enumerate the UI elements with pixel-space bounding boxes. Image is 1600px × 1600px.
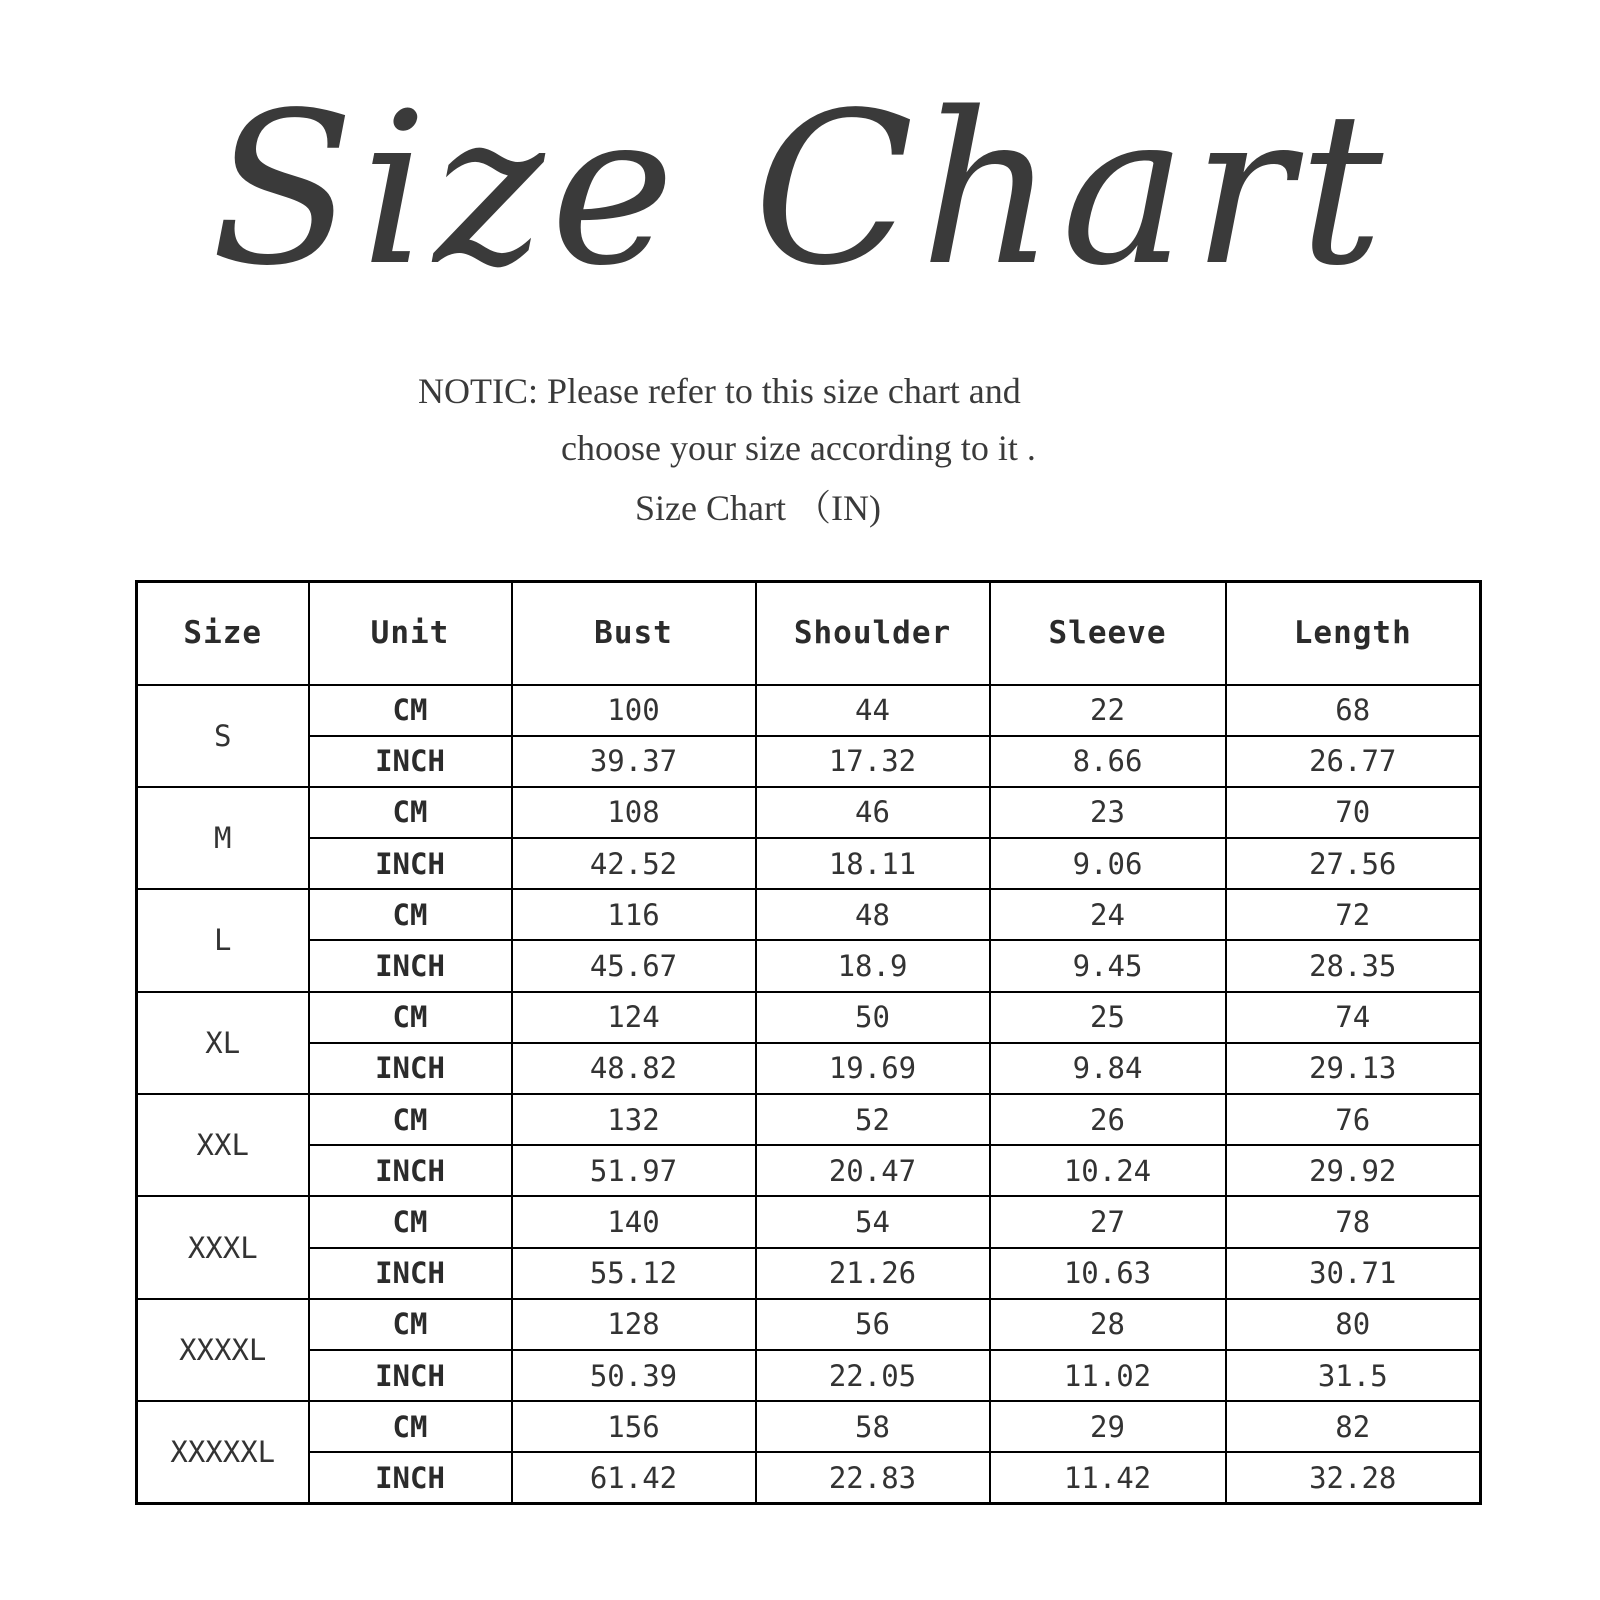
- shoulder-cell: 19.69: [756, 1043, 990, 1094]
- bust-cell: 39.37: [512, 736, 756, 787]
- header-bust: Bust: [512, 582, 756, 685]
- unit-cell: CM: [309, 1094, 512, 1145]
- sleeve-cell: 9.84: [990, 1043, 1226, 1094]
- bust-cell: 51.97: [512, 1145, 756, 1196]
- length-cell: 26.77: [1226, 736, 1481, 787]
- unit-cell: CM: [309, 1401, 512, 1452]
- unit-cell: CM: [309, 992, 512, 1043]
- shoulder-cell: 46: [756, 787, 990, 838]
- shoulder-cell: 52: [756, 1094, 990, 1145]
- table-header-row: [137, 582, 1481, 685]
- header-length: Length: [1226, 582, 1481, 685]
- size-label-cell: XXXXXL: [137, 1401, 309, 1503]
- sleeve-cell: 9.45: [990, 940, 1226, 991]
- sleeve-cell: 23: [990, 787, 1226, 838]
- header-unit: Unit: [309, 582, 512, 685]
- shoulder-cell: 48: [756, 889, 990, 940]
- shoulder-cell: 56: [756, 1299, 990, 1350]
- table-row: [137, 736, 1481, 787]
- size-label-cell: S: [137, 685, 309, 787]
- size-table: [135, 580, 1482, 1505]
- sleeve-cell: 11.02: [990, 1350, 1226, 1401]
- size-label-cell: XXXXL: [137, 1299, 309, 1401]
- bust-cell: 55.12: [512, 1248, 756, 1299]
- shoulder-cell: 21.26: [756, 1248, 990, 1299]
- bust-cell: 124: [512, 992, 756, 1043]
- sleeve-cell: 22: [990, 685, 1226, 736]
- unit-cell: CM: [309, 889, 512, 940]
- table-row: [137, 889, 1481, 940]
- table-row: [137, 838, 1481, 889]
- sleeve-cell: 26: [990, 1094, 1226, 1145]
- bust-cell: 132: [512, 1094, 756, 1145]
- length-cell: 78: [1226, 1196, 1481, 1247]
- bust-cell: 50.39: [512, 1350, 756, 1401]
- shoulder-cell: 44: [756, 685, 990, 736]
- length-cell: 76: [1226, 1094, 1481, 1145]
- length-cell: 72: [1226, 889, 1481, 940]
- bust-cell: 42.52: [512, 838, 756, 889]
- bust-cell: 128: [512, 1299, 756, 1350]
- sleeve-cell: 8.66: [990, 736, 1226, 787]
- table-row: [137, 1350, 1481, 1401]
- table-row: [137, 1196, 1481, 1247]
- table-row: [137, 1452, 1481, 1503]
- shoulder-cell: 20.47: [756, 1145, 990, 1196]
- unit-cell: CM: [309, 1196, 512, 1247]
- sleeve-cell: 10.24: [990, 1145, 1226, 1196]
- header-size: Size: [137, 582, 309, 685]
- table-body: [137, 685, 1481, 1504]
- sleeve-cell: 25: [990, 992, 1226, 1043]
- bust-cell: 140: [512, 1196, 756, 1247]
- bust-cell: 48.82: [512, 1043, 756, 1094]
- table-row: [137, 1248, 1481, 1299]
- length-cell: 68: [1226, 685, 1481, 736]
- unit-cell: INCH: [309, 1248, 512, 1299]
- length-cell: 27.56: [1226, 838, 1481, 889]
- size-label-cell: XL: [137, 992, 309, 1094]
- unit-cell: INCH: [309, 1145, 512, 1196]
- unit-cell: INCH: [309, 940, 512, 991]
- bust-cell: 100: [512, 685, 756, 736]
- sleeve-cell: 27: [990, 1196, 1226, 1247]
- length-cell: 82: [1226, 1401, 1481, 1452]
- length-cell: 31.5: [1226, 1350, 1481, 1401]
- bust-cell: 108: [512, 787, 756, 838]
- length-cell: 74: [1226, 992, 1481, 1043]
- size-label-cell: L: [137, 889, 309, 991]
- table-row: [137, 1043, 1481, 1094]
- sleeve-cell: 24: [990, 889, 1226, 940]
- length-cell: 80: [1226, 1299, 1481, 1350]
- length-cell: 70: [1226, 787, 1481, 838]
- table-row: [137, 1145, 1481, 1196]
- table-row: [137, 1094, 1481, 1145]
- table-row: [137, 940, 1481, 991]
- size-label-cell: XXXL: [137, 1196, 309, 1298]
- sleeve-cell: 11.42: [990, 1452, 1226, 1503]
- size-chart-title: Size Chart: [210, 67, 1390, 312]
- table-row: [137, 992, 1481, 1043]
- bust-cell: 61.42: [512, 1452, 756, 1503]
- length-cell: 29.13: [1226, 1043, 1481, 1094]
- shoulder-cell: 22.83: [756, 1452, 990, 1503]
- length-cell: 28.35: [1226, 940, 1481, 991]
- sleeve-cell: 10.63: [990, 1248, 1226, 1299]
- shoulder-cell: 17.32: [756, 736, 990, 787]
- length-cell: 32.28: [1226, 1452, 1481, 1503]
- size-label-cell: XXL: [137, 1094, 309, 1196]
- shoulder-cell: 58: [756, 1401, 990, 1452]
- notice-line-1: NOTIC: Please refer to this size chart and: [418, 371, 1021, 411]
- table-row: [137, 685, 1481, 736]
- size-label-cell: M: [137, 787, 309, 889]
- unit-cell: INCH: [309, 1043, 512, 1094]
- shoulder-cell: 22.05: [756, 1350, 990, 1401]
- table-row: [137, 787, 1481, 838]
- length-cell: 30.71: [1226, 1248, 1481, 1299]
- sleeve-cell: 29: [990, 1401, 1226, 1452]
- bust-cell: 156: [512, 1401, 756, 1452]
- bust-cell: 116: [512, 889, 756, 940]
- notice-line-2: choose your size according to it .: [561, 428, 1036, 468]
- unit-cell: CM: [309, 787, 512, 838]
- header-sleeve: Sleeve: [990, 582, 1226, 685]
- table-row: [137, 1401, 1481, 1452]
- unit-cell: CM: [309, 1299, 512, 1350]
- sleeve-cell: 9.06: [990, 838, 1226, 889]
- shoulder-cell: 50: [756, 992, 990, 1043]
- table-row: [137, 1299, 1481, 1350]
- unit-cell: INCH: [309, 1350, 512, 1401]
- bust-cell: 45.67: [512, 940, 756, 991]
- header-shoulder: Shoulder: [756, 582, 990, 685]
- unit-cell: INCH: [309, 736, 512, 787]
- notice-line-3: Size Chart （IN): [635, 488, 881, 528]
- unit-cell: INCH: [309, 838, 512, 889]
- unit-cell: INCH: [309, 1452, 512, 1503]
- shoulder-cell: 18.9: [756, 940, 990, 991]
- shoulder-cell: 54: [756, 1196, 990, 1247]
- length-cell: 29.92: [1226, 1145, 1481, 1196]
- shoulder-cell: 18.11: [756, 838, 990, 889]
- sleeve-cell: 28: [990, 1299, 1226, 1350]
- unit-cell: CM: [309, 685, 512, 736]
